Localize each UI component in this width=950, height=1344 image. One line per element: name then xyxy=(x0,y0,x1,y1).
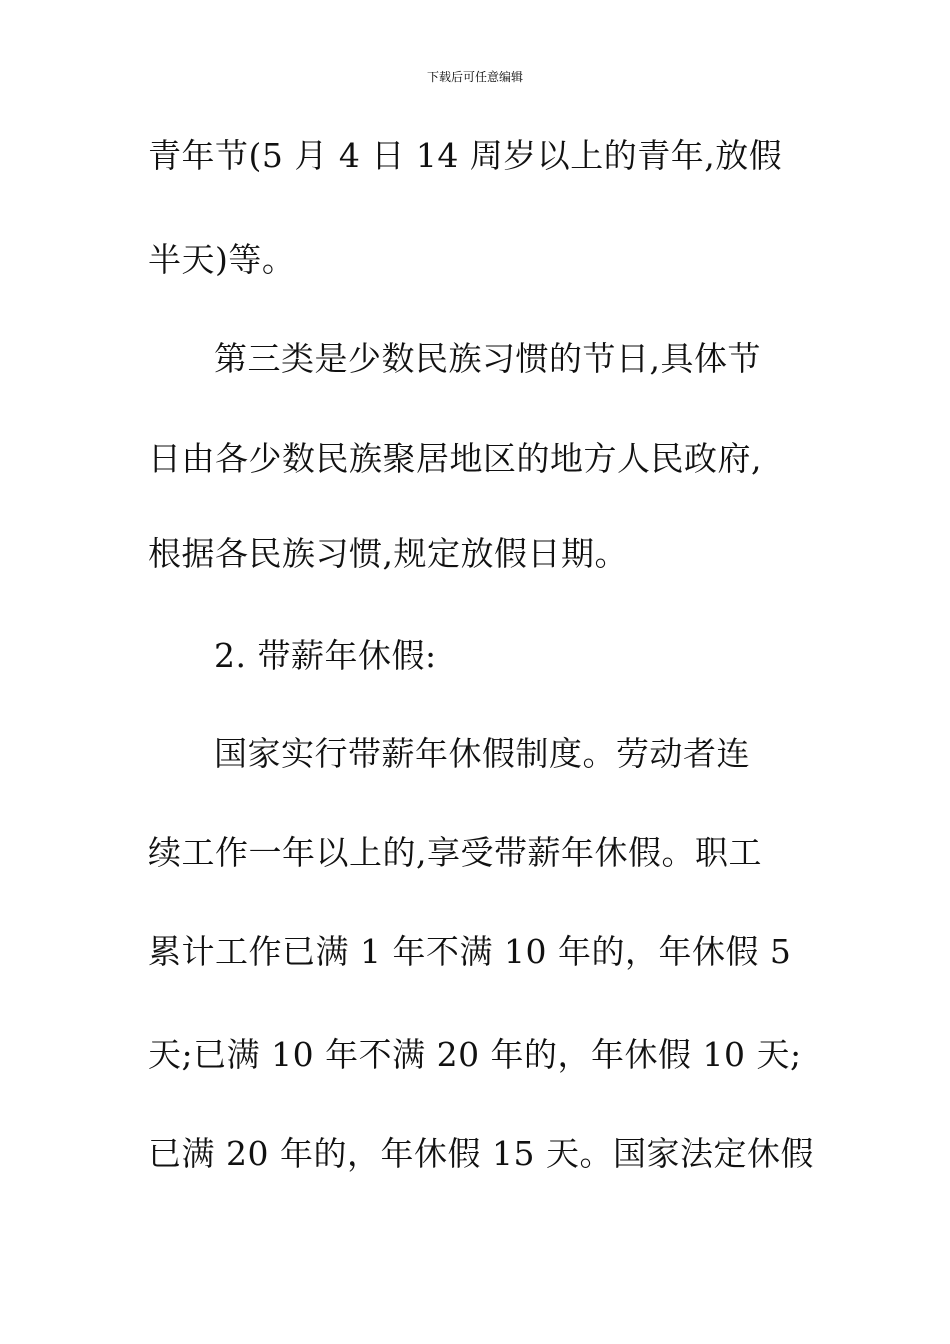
body-line-9: 累计工作已满 1 年不满 10 年的，年休假 5 xyxy=(148,932,792,971)
body-line-3: 第三类是少数民族习惯的节日,具体节 xyxy=(214,339,761,378)
body-line-4: 日由各少数民族聚居地区的地方人民政府, xyxy=(148,439,762,478)
body-line-10: 天;已满 10 年不满 20 年的，年休假 10 天; xyxy=(148,1035,802,1074)
body-line-1: 青年节(5 月 4 日 14 周岁以上的青年,放假 xyxy=(148,136,783,175)
body-line-5: 根据各民族习惯,规定放假日期。 xyxy=(148,534,628,573)
body-line-11: 已满 20 年的，年休假 15 天。国家法定休假 xyxy=(148,1134,814,1173)
page-header: 下载后可任意编辑 xyxy=(426,70,523,84)
body-line-8: 续工作一年以上的,享受带薪年休假。职工 xyxy=(148,833,762,872)
body-line-2: 半天)等。 xyxy=(148,240,296,279)
body-line-7: 国家实行带薪年休假制度。劳动者连 xyxy=(214,734,750,773)
section-heading: 2. 带薪年休假: xyxy=(214,636,437,675)
